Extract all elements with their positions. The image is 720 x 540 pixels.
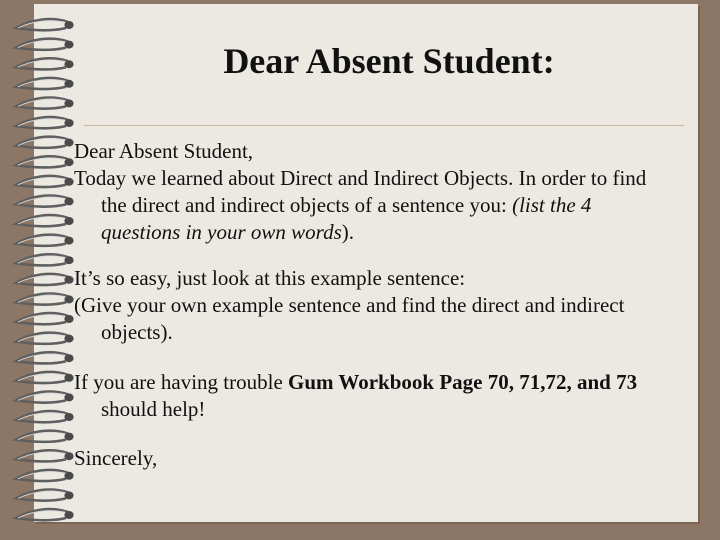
spiral-ring <box>16 470 74 481</box>
spiral-ring <box>16 156 74 167</box>
lesson-instruction: (list the 4 questions in your own words <box>101 193 592 244</box>
greeting: Dear Absent Student, <box>74 139 254 163</box>
spiral-ring <box>16 137 74 148</box>
paragraph-lesson <box>74 165 674 246</box>
lesson-text: Today we learned about Direct and Indirect Objects. In order to find the direct and indirect objects of a sentence you: <box>74 166 647 217</box>
spiral-ring <box>16 78 74 89</box>
spiral-ring <box>16 294 74 305</box>
paragraph-example-instruction: (Give your own example sentence and find the direct and indirect objects). <box>74 293 625 344</box>
workbook-pages: Gum Workbook Page 70, 71,72, and 73 <box>288 370 638 394</box>
lesson-end: ). <box>341 220 354 244</box>
spiral-ring <box>16 58 74 69</box>
spiral-ring <box>16 39 74 50</box>
spiral-ring <box>16 98 74 109</box>
spiral-ring <box>16 117 74 128</box>
spiral-ring <box>16 450 74 461</box>
spiral-ring <box>16 196 74 207</box>
help-post: should help! <box>101 397 206 421</box>
paragraph-help <box>74 369 674 423</box>
spiral-ring <box>16 333 74 344</box>
page-title: Dear Absent Student: <box>223 41 555 81</box>
spiral-ring <box>16 352 74 363</box>
spiral-ring <box>16 313 74 324</box>
spiral-ring <box>16 411 74 422</box>
spiral-ring <box>16 274 74 285</box>
closing: Sincerely, <box>74 446 158 470</box>
help-pre: If you are having trouble <box>74 370 289 394</box>
spiral-ring <box>16 431 74 442</box>
letter-body <box>74 138 674 472</box>
spiral-ring <box>16 235 74 246</box>
title-divider <box>84 125 684 126</box>
spiral-ring <box>16 509 74 520</box>
spiral-ring <box>16 19 74 30</box>
spiral-ring <box>16 490 74 501</box>
spiral-ring <box>16 372 74 383</box>
spiral-ring <box>16 176 74 187</box>
paragraph-example-intro: It’s so easy, just look at this example sentence: <box>74 266 466 290</box>
spiral-ring <box>16 254 74 265</box>
spiral-ring <box>16 392 74 403</box>
spiral-ring <box>16 215 74 226</box>
